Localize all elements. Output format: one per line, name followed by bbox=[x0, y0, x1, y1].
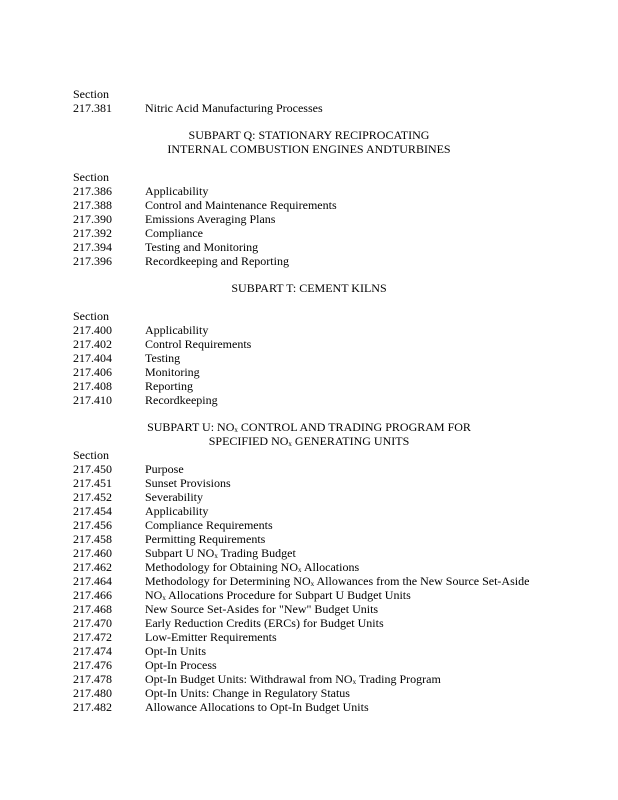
toc-block-subpart-u bbox=[73, 448, 553, 714]
subpart-u-heading-line1 bbox=[0, 420, 618, 434]
section-number: 217.468 bbox=[73, 602, 112, 616]
toc-row bbox=[73, 532, 553, 546]
subscript: x bbox=[288, 440, 292, 448]
section-title bbox=[145, 588, 411, 602]
section-title bbox=[145, 560, 359, 574]
subpart-u-heading bbox=[0, 420, 618, 448]
toc-row bbox=[73, 588, 553, 602]
section-title: Emissions Averaging Plans bbox=[145, 212, 276, 226]
toc-block-subpart-q bbox=[73, 170, 553, 268]
section-number: 217.474 bbox=[73, 644, 112, 658]
toc-row bbox=[73, 462, 553, 476]
section-number: 217.388 bbox=[73, 198, 112, 212]
section-title: Opt-In Units: Change in Regulatory Status bbox=[145, 686, 350, 700]
section-number: 217.408 bbox=[73, 379, 112, 393]
heading-text: GENERATING UNITS bbox=[291, 434, 410, 448]
section-title: Monitoring bbox=[145, 365, 200, 379]
section-title: Sunset Provisions bbox=[145, 476, 231, 490]
section-title bbox=[145, 546, 296, 560]
section-number: 217.396 bbox=[73, 254, 112, 268]
toc-row bbox=[73, 574, 553, 588]
subpart-q-heading bbox=[0, 128, 618, 156]
section-number: 217.478 bbox=[73, 672, 112, 686]
section-number: 217.402 bbox=[73, 337, 112, 351]
section-number: 217.406 bbox=[73, 365, 112, 379]
title-text: Methodology for Determining NO bbox=[145, 574, 311, 588]
toc-row bbox=[73, 560, 553, 574]
subscript: x bbox=[310, 580, 315, 588]
title-text: Allocations Procedure for Subpart U Budget Units bbox=[165, 588, 411, 602]
section-number: 217.470 bbox=[73, 616, 112, 630]
toc-row bbox=[73, 686, 553, 700]
subpart-t-heading bbox=[0, 281, 618, 295]
section-title: Applicability bbox=[145, 184, 209, 198]
title-text: Subpart U NO bbox=[145, 546, 215, 560]
section-title bbox=[145, 574, 529, 588]
section-number: 217.404 bbox=[73, 351, 112, 365]
toc-row bbox=[73, 616, 553, 630]
subscript: x bbox=[162, 594, 166, 602]
section-number: 217.482 bbox=[73, 700, 112, 714]
toc-row bbox=[73, 644, 553, 658]
section-number: 217.394 bbox=[73, 240, 112, 254]
section-title: Recordkeeping and Reporting bbox=[145, 254, 289, 268]
section-title: Low-Emitter Requirements bbox=[145, 630, 277, 644]
section-number: 217.386 bbox=[73, 184, 112, 198]
toc-row bbox=[73, 630, 553, 644]
toc-row bbox=[73, 184, 553, 198]
section-number: 217.410 bbox=[73, 393, 112, 407]
section-number: 217.460 bbox=[73, 546, 112, 560]
title-text: Allocations bbox=[301, 560, 360, 574]
section-title: Severability bbox=[145, 490, 203, 504]
subpart-q-heading-line2: INTERNAL COMBUSTION ENGINES ANDTURBINES bbox=[167, 142, 451, 156]
section-number: 217.472 bbox=[73, 630, 112, 644]
section-column-label: Section bbox=[73, 87, 109, 101]
section-number: 217.462 bbox=[73, 560, 112, 574]
subscript: x bbox=[297, 566, 302, 574]
section-number: 217.456 bbox=[73, 518, 112, 532]
section-number: 217.452 bbox=[73, 490, 112, 504]
section-title: Purpose bbox=[145, 462, 184, 476]
section-title: Nitric Acid Manufacturing Processes bbox=[145, 101, 323, 115]
section-number: 217.392 bbox=[73, 226, 112, 240]
section-title: Recordkeeping bbox=[145, 393, 218, 407]
title-text: Trading Budget bbox=[217, 546, 296, 560]
toc-row bbox=[73, 212, 553, 226]
toc-block-subpart-t bbox=[73, 309, 553, 407]
section-number: 217.476 bbox=[73, 658, 112, 672]
subpart-t-heading-line1: SUBPART T: CEMENT KILNS bbox=[231, 281, 387, 295]
section-title: New Source Set-Asides for "New" Budget Units bbox=[145, 602, 379, 616]
title-text: Allowances from the New Source Set-Aside bbox=[314, 574, 530, 588]
toc-row bbox=[73, 518, 553, 532]
toc-block-top bbox=[73, 87, 553, 115]
toc-row bbox=[73, 101, 553, 115]
section-number: 217.400 bbox=[73, 323, 112, 337]
section-title: Compliance Requirements bbox=[145, 518, 273, 532]
section-column-label: Section bbox=[73, 170, 109, 184]
section-title: Testing bbox=[145, 351, 181, 365]
title-text: Trading Program bbox=[356, 672, 441, 686]
section-number: 217.381 bbox=[73, 101, 112, 115]
section-title: Reporting bbox=[145, 379, 193, 393]
section-number: 217.458 bbox=[73, 532, 112, 546]
subscript: x bbox=[214, 552, 218, 560]
toc-row bbox=[73, 337, 553, 351]
section-title: Allowance Allocations to Opt-In Budget Units bbox=[145, 700, 369, 714]
toc-row bbox=[73, 198, 553, 212]
toc-row bbox=[73, 602, 553, 616]
section-column-label: Section bbox=[73, 309, 109, 323]
toc-row bbox=[73, 226, 553, 240]
toc-row bbox=[73, 365, 553, 379]
toc-row bbox=[73, 379, 553, 393]
toc-row bbox=[73, 504, 553, 518]
heading-text: SPECIFIED NO bbox=[208, 434, 289, 448]
section-title: Testing and Monitoring bbox=[145, 240, 259, 254]
toc-row bbox=[73, 700, 553, 714]
section-title: Applicability bbox=[145, 504, 209, 518]
section-title: Control and Maintenance Requirements bbox=[145, 198, 337, 212]
subpart-u-heading-line2 bbox=[0, 434, 618, 448]
toc-row bbox=[73, 658, 553, 672]
toc-row bbox=[73, 393, 553, 407]
section-number: 217.480 bbox=[73, 686, 112, 700]
toc-row bbox=[73, 476, 553, 490]
section-title: Permitting Requirements bbox=[145, 532, 266, 546]
toc-row bbox=[73, 351, 553, 365]
title-text: NO bbox=[145, 588, 163, 602]
section-number: 217.466 bbox=[73, 588, 112, 602]
heading-text: SUBPART U: NO bbox=[147, 420, 235, 434]
section-title: Early Reduction Credits (ERCs) for Budget Units bbox=[145, 616, 384, 630]
section-title: Opt-In Units bbox=[145, 644, 206, 658]
subpart-q-heading-line1: SUBPART Q: STATIONARY RECIPROCATING bbox=[188, 128, 430, 142]
section-title: Compliance bbox=[145, 226, 203, 240]
section-title: Opt-In Process bbox=[145, 658, 217, 672]
heading-text: CONTROL AND TRADING PROGRAM FOR bbox=[237, 420, 471, 434]
subscript: x bbox=[352, 678, 357, 686]
toc-row bbox=[73, 672, 553, 686]
toc-row bbox=[73, 546, 553, 560]
section-number: 217.390 bbox=[73, 212, 112, 226]
subscript: x bbox=[234, 426, 238, 434]
title-text: Opt-In Budget Units: Withdrawal from NO bbox=[145, 672, 353, 686]
toc-row bbox=[73, 254, 553, 268]
toc-row bbox=[73, 490, 553, 504]
section-number: 217.454 bbox=[73, 504, 112, 518]
toc-row bbox=[73, 323, 553, 337]
section-title: Applicability bbox=[145, 323, 209, 337]
section-number: 217.450 bbox=[73, 462, 112, 476]
title-text: Methodology for Obtaining NO bbox=[145, 560, 298, 574]
section-title bbox=[145, 672, 441, 686]
section-column-label: Section bbox=[73, 448, 109, 462]
section-title: Control Requirements bbox=[145, 337, 252, 351]
toc-row bbox=[73, 240, 553, 254]
section-number: 217.464 bbox=[73, 574, 112, 588]
section-number: 217.451 bbox=[73, 476, 112, 490]
